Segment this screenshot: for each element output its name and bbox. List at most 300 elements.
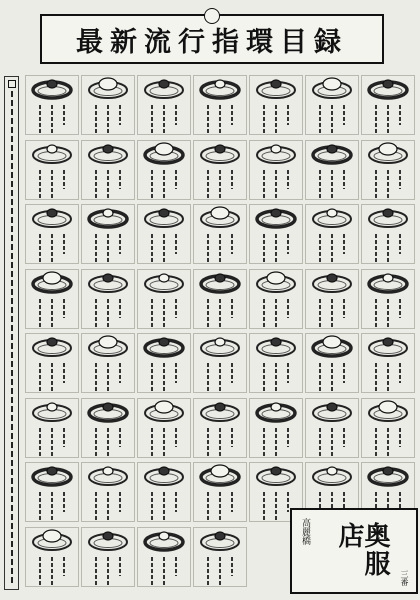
description-text-column — [175, 105, 177, 125]
ring-item-description — [258, 299, 294, 327]
ring-item — [304, 268, 360, 330]
ring-item — [192, 526, 248, 588]
ring-icon — [196, 205, 244, 231]
ring-item — [80, 139, 136, 201]
description-text-column — [163, 170, 165, 198]
ring-item-description — [202, 105, 238, 133]
description-text-column — [399, 299, 401, 319]
description-text-column — [151, 492, 153, 520]
ring-icon — [308, 334, 356, 360]
ring-item-description — [370, 105, 406, 133]
description-text-column — [51, 428, 53, 456]
description-text-column — [63, 428, 65, 448]
description-text-column — [107, 105, 109, 133]
description-text-column — [343, 170, 345, 190]
ring-icon — [140, 76, 188, 102]
description-text-column — [287, 363, 289, 383]
ring-item — [24, 139, 80, 201]
ring-icon — [364, 76, 412, 102]
ring-icon — [28, 76, 76, 102]
ring-item-description — [314, 363, 350, 391]
ring-icon — [28, 399, 76, 425]
ring-item-description — [370, 234, 406, 262]
ring-item-description — [34, 234, 70, 262]
ring-icon — [28, 205, 76, 231]
ring-item — [136, 268, 192, 330]
ring-item — [24, 397, 80, 459]
page-title: 最新流行指環目録 — [76, 26, 348, 58]
ring-icon — [28, 270, 76, 296]
ring-item-description — [258, 105, 294, 133]
ring-icon — [28, 334, 76, 360]
ring-icon — [308, 270, 356, 296]
ring-icon — [252, 76, 300, 102]
description-text-column — [219, 170, 221, 198]
ring-item — [192, 461, 248, 523]
ring-icon — [252, 205, 300, 231]
description-text-column — [119, 492, 121, 512]
ring-item-description — [34, 363, 70, 391]
ring-item-description — [146, 557, 182, 585]
square-mark-icon — [8, 80, 16, 88]
ring-icon — [196, 76, 244, 102]
ring-item — [360, 397, 416, 459]
ring-item-description — [314, 428, 350, 456]
ring-item — [136, 203, 192, 265]
ring-item-description — [90, 428, 126, 456]
ring-item-description — [202, 299, 238, 327]
description-text-column — [219, 363, 221, 391]
description-text-column — [219, 234, 221, 262]
description-text-column — [151, 234, 153, 262]
description-text-column — [331, 170, 333, 198]
ring-item — [24, 268, 80, 330]
description-text-column — [119, 234, 121, 254]
description-text-column — [51, 363, 53, 391]
description-text-column — [119, 363, 121, 383]
ring-icon — [140, 270, 188, 296]
ring-item — [24, 461, 80, 523]
ring-icon — [84, 334, 132, 360]
ring-item-description — [146, 299, 182, 327]
description-text-column — [51, 234, 53, 262]
notice-text-column — [11, 91, 13, 585]
ring-item — [360, 332, 416, 394]
description-text-column — [119, 170, 121, 190]
ring-icon — [196, 528, 244, 554]
ring-item — [248, 332, 304, 394]
ring-item-description — [202, 492, 238, 520]
description-text-column — [151, 299, 153, 327]
description-text-column — [375, 363, 377, 391]
description-text-column — [275, 428, 277, 456]
description-text-column — [163, 299, 165, 327]
ring-item — [248, 268, 304, 330]
ring-item-description — [258, 428, 294, 456]
ring-icon — [252, 463, 300, 489]
description-text-column — [287, 234, 289, 254]
ring-item-description — [34, 557, 70, 585]
ring-icon — [28, 463, 76, 489]
description-text-column — [399, 363, 401, 383]
ring-item-description — [202, 557, 238, 585]
description-text-column — [219, 428, 221, 456]
ring-item — [360, 139, 416, 201]
description-text-column — [331, 299, 333, 327]
description-text-column — [95, 492, 97, 520]
description-text-column — [231, 170, 233, 190]
ring-item — [136, 461, 192, 523]
ring-item — [360, 74, 416, 136]
description-text-column — [51, 170, 53, 198]
ring-icon — [364, 399, 412, 425]
ring-item — [80, 397, 136, 459]
ring-item — [248, 203, 304, 265]
ring-item-description — [370, 299, 406, 327]
ring-item — [80, 74, 136, 136]
description-text-column — [287, 428, 289, 448]
description-text-column — [343, 363, 345, 383]
description-text-column — [95, 299, 97, 327]
ring-item-description — [258, 234, 294, 262]
description-text-column — [275, 299, 277, 327]
shop-tag: 三番 — [400, 570, 409, 586]
ring-icon — [308, 205, 356, 231]
ring-item-description — [146, 363, 182, 391]
description-text-column — [51, 492, 53, 520]
ring-item — [304, 139, 360, 201]
ring-icon — [308, 463, 356, 489]
description-text-column — [319, 363, 321, 391]
ring-icon — [140, 205, 188, 231]
description-text-column — [387, 363, 389, 391]
description-text-column — [151, 557, 153, 585]
description-text-column — [163, 363, 165, 391]
ring-item-description — [146, 234, 182, 262]
description-text-column — [51, 299, 53, 327]
ring-item — [192, 397, 248, 459]
description-text-column — [175, 428, 177, 448]
ring-icon — [84, 141, 132, 167]
ring-icon — [84, 399, 132, 425]
ring-icon — [28, 528, 76, 554]
description-text-column — [107, 428, 109, 456]
ring-item — [248, 397, 304, 459]
ring-icon — [252, 399, 300, 425]
description-text-column — [275, 363, 277, 391]
ring-item — [192, 268, 248, 330]
description-text-column — [39, 170, 41, 198]
ring-item-description — [202, 428, 238, 456]
ring-item — [192, 203, 248, 265]
description-text-column — [231, 492, 233, 512]
description-text-column — [107, 363, 109, 391]
ring-icon — [84, 76, 132, 102]
description-text-column — [319, 428, 321, 456]
description-text-column — [343, 105, 345, 125]
description-text-column — [263, 105, 265, 133]
shop-box — [290, 508, 418, 594]
description-text-column — [219, 492, 221, 520]
ring-icon — [196, 141, 244, 167]
description-text-column — [387, 170, 389, 198]
ring-item — [80, 461, 136, 523]
description-text-column — [375, 299, 377, 327]
description-text-column — [151, 363, 153, 391]
description-text-column — [39, 105, 41, 133]
description-text-column — [207, 492, 209, 520]
ring-item-description — [202, 363, 238, 391]
ring-icon — [252, 270, 300, 296]
description-text-column — [319, 170, 321, 198]
ring-icon — [196, 463, 244, 489]
crest-icon — [204, 8, 220, 24]
ring-item — [248, 139, 304, 201]
description-text-column — [375, 170, 377, 198]
ring-item-description — [370, 170, 406, 198]
ring-icon — [364, 463, 412, 489]
description-text-column — [63, 492, 65, 512]
description-text-column — [219, 557, 221, 585]
description-text-column — [207, 363, 209, 391]
description-text-column — [39, 557, 41, 585]
ring-item-description — [258, 170, 294, 198]
ring-item-description — [90, 363, 126, 391]
description-text-column — [163, 428, 165, 456]
description-text-column — [107, 492, 109, 520]
description-text-column — [119, 299, 121, 319]
description-text-column — [175, 363, 177, 383]
ring-icon — [308, 76, 356, 102]
ring-icon — [84, 270, 132, 296]
description-text-column — [207, 105, 209, 133]
description-text-column — [119, 428, 121, 448]
ring-icon — [364, 270, 412, 296]
ring-item — [304, 74, 360, 136]
description-text-column — [331, 428, 333, 456]
description-text-column — [219, 299, 221, 327]
ring-item — [80, 526, 136, 588]
ring-icon — [252, 141, 300, 167]
description-text-column — [163, 234, 165, 262]
ring-item — [136, 397, 192, 459]
description-text-column — [343, 428, 345, 448]
ring-item-description — [202, 234, 238, 262]
description-text-column — [287, 299, 289, 319]
ring-item-description — [202, 170, 238, 198]
description-text-column — [263, 234, 265, 262]
ring-item-description — [258, 492, 294, 520]
ring-item — [136, 74, 192, 136]
ring-item — [360, 268, 416, 330]
ring-icon — [84, 528, 132, 554]
description-text-column — [275, 105, 277, 133]
ring-item — [192, 332, 248, 394]
ring-item — [24, 74, 80, 136]
description-text-column — [175, 492, 177, 512]
description-text-column — [95, 428, 97, 456]
description-text-column — [39, 299, 41, 327]
ring-item-description — [90, 234, 126, 262]
ring-item — [192, 74, 248, 136]
description-text-column — [119, 105, 121, 125]
ring-icon — [140, 141, 188, 167]
ring-icon — [84, 205, 132, 231]
ring-item-description — [90, 170, 126, 198]
description-text-column — [63, 363, 65, 383]
description-text-column — [95, 363, 97, 391]
description-text-column — [399, 428, 401, 448]
ring-icon — [196, 334, 244, 360]
description-text-column — [287, 105, 289, 125]
description-text-column — [263, 428, 265, 456]
ring-item — [304, 397, 360, 459]
ring-item-description — [258, 363, 294, 391]
description-text-column — [175, 557, 177, 577]
ring-item-description — [314, 299, 350, 327]
description-text-column — [63, 557, 65, 577]
ring-item — [248, 74, 304, 136]
description-text-column — [207, 170, 209, 198]
ring-item — [136, 139, 192, 201]
description-text-column — [63, 170, 65, 190]
description-text-column — [163, 492, 165, 520]
ring-icon — [140, 399, 188, 425]
ring-item — [80, 203, 136, 265]
description-text-column — [207, 299, 209, 327]
ring-item-description — [314, 234, 350, 262]
description-text-column — [263, 492, 265, 520]
description-text-column — [231, 363, 233, 383]
ring-item — [24, 203, 80, 265]
description-text-column — [63, 105, 65, 125]
ring-item-description — [146, 492, 182, 520]
ring-icon — [308, 399, 356, 425]
ring-item — [136, 526, 192, 588]
description-text-column — [63, 234, 65, 254]
description-text-column — [207, 234, 209, 262]
shop-location: 高麗橋 — [300, 518, 310, 545]
description-text-column — [331, 105, 333, 133]
ring-icon — [196, 270, 244, 296]
ring-item — [80, 332, 136, 394]
description-text-column — [375, 428, 377, 456]
ring-icon — [140, 334, 188, 360]
description-text-column — [387, 105, 389, 133]
ring-item — [192, 139, 248, 201]
ring-icon — [140, 528, 188, 554]
description-text-column — [175, 170, 177, 190]
description-text-column — [95, 234, 97, 262]
description-text-column — [275, 234, 277, 262]
description-text-column — [175, 299, 177, 319]
ring-icon — [196, 399, 244, 425]
description-text-column — [231, 234, 233, 254]
ring-item-description — [90, 105, 126, 133]
ring-item-description — [146, 170, 182, 198]
description-text-column — [39, 428, 41, 456]
description-text-column — [231, 428, 233, 448]
description-text-column — [387, 299, 389, 327]
description-text-column — [319, 105, 321, 133]
ring-icon — [140, 463, 188, 489]
description-text-column — [343, 299, 345, 319]
ring-item-description — [146, 105, 182, 133]
description-text-column — [399, 105, 401, 125]
ring-item-description — [314, 170, 350, 198]
ring-item-description — [370, 428, 406, 456]
description-text-column — [95, 557, 97, 585]
ring-item-description — [34, 428, 70, 456]
description-text-column — [151, 105, 153, 133]
description-text-column — [375, 105, 377, 133]
ring-item — [360, 203, 416, 265]
description-text-column — [95, 105, 97, 133]
title-bar — [40, 14, 384, 64]
description-text-column — [107, 299, 109, 327]
ring-item — [304, 203, 360, 265]
description-text-column — [63, 299, 65, 319]
description-text-column — [275, 170, 277, 198]
description-text-column — [263, 170, 265, 198]
ring-item-description — [314, 105, 350, 133]
ring-item-description — [146, 428, 182, 456]
description-text-column — [51, 105, 53, 133]
ring-item-description — [34, 170, 70, 198]
description-text-column — [275, 492, 277, 520]
ring-icon — [308, 141, 356, 167]
description-text-column — [287, 170, 289, 190]
description-text-column — [175, 234, 177, 254]
description-text-column — [387, 234, 389, 262]
ring-item-description — [90, 492, 126, 520]
ring-item-description — [90, 557, 126, 585]
description-text-column — [207, 557, 209, 585]
description-text-column — [107, 557, 109, 585]
description-text-column — [231, 299, 233, 319]
description-text-column — [287, 492, 289, 512]
ring-item-description — [34, 105, 70, 133]
description-text-column — [331, 234, 333, 262]
ring-item — [80, 268, 136, 330]
shop-name: 奥服店 — [334, 522, 390, 578]
description-text-column — [39, 363, 41, 391]
description-text-column — [263, 299, 265, 327]
ring-item-description — [34, 299, 70, 327]
description-text-column — [39, 492, 41, 520]
ring-icon — [84, 463, 132, 489]
description-text-column — [107, 170, 109, 198]
description-text-column — [375, 234, 377, 262]
ring-item — [304, 332, 360, 394]
description-text-column — [399, 170, 401, 190]
description-text-column — [231, 557, 233, 577]
ring-item-description — [34, 492, 70, 520]
side-notice-strip — [4, 76, 19, 590]
description-text-column — [263, 363, 265, 391]
description-text-column — [231, 105, 233, 125]
description-text-column — [51, 557, 53, 585]
ring-item — [24, 526, 80, 588]
description-text-column — [219, 105, 221, 133]
description-text-column — [151, 428, 153, 456]
description-text-column — [319, 299, 321, 327]
description-text-column — [151, 170, 153, 198]
description-text-column — [163, 105, 165, 133]
description-text-column — [343, 234, 345, 254]
ring-icon — [364, 141, 412, 167]
ring-item-description — [90, 299, 126, 327]
